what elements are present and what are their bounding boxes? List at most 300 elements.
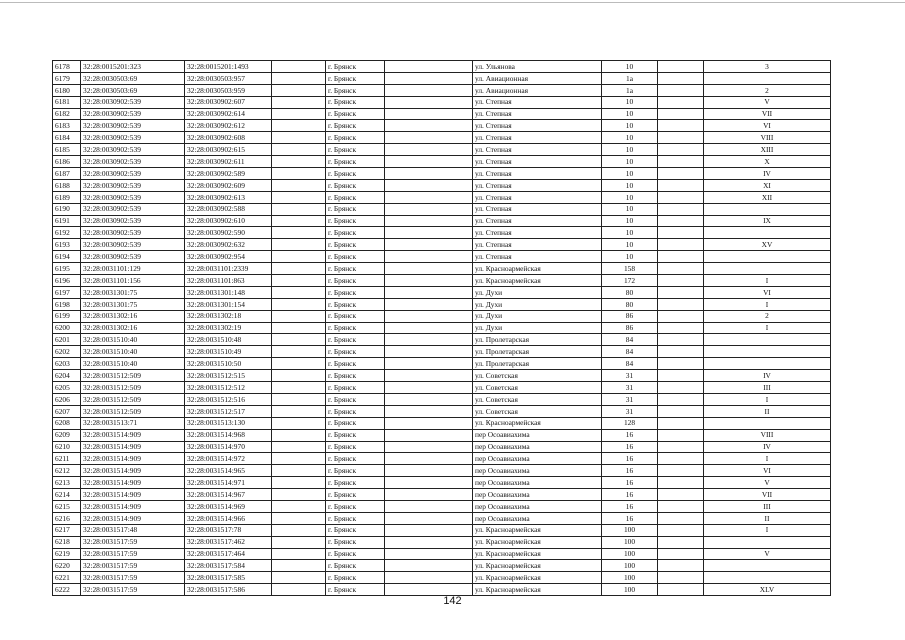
land-cadastral-number-cell: 32:28:0030902:539	[81, 108, 185, 120]
row-number-cell: 6179	[53, 72, 81, 84]
land-cadastral-number-cell: 32:28:0030902:539	[81, 191, 185, 203]
table-row	[53, 500, 831, 512]
land-cadastral-number-cell: 32:28:0031301:75	[81, 298, 185, 310]
land-cadastral-number-cell: 32:28:0030902:539	[81, 120, 185, 132]
region-cell	[272, 417, 326, 429]
object-cadastral-number-cell: 32:28:0030902:613	[185, 191, 272, 203]
land-cadastral-number-cell: 32:28:0031510:40	[81, 334, 185, 346]
row-number-cell: 6211	[53, 453, 81, 465]
row-number-cell: 6197	[53, 286, 81, 298]
unit-number-cell: III	[704, 500, 831, 512]
locality-cell: г. Брянск	[326, 298, 385, 310]
locality-cell: г. Брянск	[326, 203, 385, 215]
street-cell: ул. Степная	[473, 96, 602, 108]
row-number-cell: 6222	[53, 584, 81, 596]
table-row	[53, 179, 831, 191]
building-cell	[658, 120, 704, 132]
region-cell	[272, 346, 326, 358]
district-cell	[385, 263, 473, 275]
land-cadastral-number-cell: 32:28:0031302:16	[81, 322, 185, 334]
row-number-cell: 6186	[53, 156, 81, 168]
unit-number-cell: 2	[704, 310, 831, 322]
district-cell	[385, 465, 473, 477]
object-cadastral-number-cell: 32:28:0031517:462	[185, 536, 272, 548]
street-cell: пер Осоавиахима	[473, 489, 602, 501]
page-number: 142	[443, 595, 462, 607]
house-number-cell: 80	[602, 298, 658, 310]
region-cell	[272, 382, 326, 394]
row-number-cell: 6205	[53, 382, 81, 394]
street-cell: пер Осоавиахима	[473, 429, 602, 441]
table-row	[53, 156, 831, 168]
table-row	[53, 84, 831, 96]
region-cell	[272, 572, 326, 584]
building-cell	[658, 358, 704, 370]
locality-cell: г. Брянск	[326, 512, 385, 524]
row-number-cell: 6178	[53, 61, 81, 73]
land-cadastral-number-cell: 32:28:0031514:909	[81, 429, 185, 441]
district-cell	[385, 477, 473, 489]
locality-cell: г. Брянск	[326, 263, 385, 275]
locality-cell: г. Брянск	[326, 370, 385, 382]
object-cadastral-number-cell: 32:28:0031514:967	[185, 489, 272, 501]
row-number-cell: 6181	[53, 96, 81, 108]
building-cell	[658, 512, 704, 524]
street-cell: ул. Красноармейская	[473, 275, 602, 287]
table-row	[53, 298, 831, 310]
building-cell	[658, 108, 704, 120]
table-row	[53, 239, 831, 251]
locality-cell: г. Брянск	[326, 382, 385, 394]
house-number-cell: 31	[602, 370, 658, 382]
building-cell	[658, 239, 704, 251]
locality-cell: г. Брянск	[326, 560, 385, 572]
district-cell	[385, 524, 473, 536]
building-cell	[658, 61, 704, 73]
locality-cell: г. Брянск	[326, 310, 385, 322]
land-cadastral-number-cell: 32:28:0031517:59	[81, 536, 185, 548]
building-cell	[658, 156, 704, 168]
unit-number-cell	[704, 203, 831, 215]
building-cell	[658, 536, 704, 548]
street-cell: пер Осоавиахима	[473, 441, 602, 453]
row-number-cell: 6192	[53, 227, 81, 239]
district-cell	[385, 512, 473, 524]
building-cell	[658, 489, 704, 501]
unit-number-cell: X	[704, 156, 831, 168]
row-number-cell: 6187	[53, 168, 81, 180]
land-cadastral-number-cell: 32:28:0031512:509	[81, 405, 185, 417]
row-number-cell: 6217	[53, 524, 81, 536]
district-cell	[385, 548, 473, 560]
house-number-cell: 10	[602, 132, 658, 144]
district-cell	[385, 500, 473, 512]
district-cell	[385, 310, 473, 322]
region-cell	[272, 441, 326, 453]
district-cell	[385, 120, 473, 132]
house-number-cell: 10	[602, 239, 658, 251]
table-row	[53, 346, 831, 358]
land-cadastral-number-cell: 32:28:0031302:16	[81, 310, 185, 322]
street-cell: ул. Советская	[473, 393, 602, 405]
house-number-cell: 10	[602, 179, 658, 191]
object-cadastral-number-cell: 32:28:0031512:515	[185, 370, 272, 382]
locality-cell: г. Брянск	[326, 405, 385, 417]
house-number-cell: 84	[602, 346, 658, 358]
unit-number-cell: VII	[704, 489, 831, 501]
table-row	[53, 132, 831, 144]
unit-number-cell: I	[704, 275, 831, 287]
object-cadastral-number-cell: 32:28:0030902:608	[185, 132, 272, 144]
page-top-edge	[0, 2, 905, 3]
district-cell	[385, 144, 473, 156]
unit-number-cell: I	[704, 298, 831, 310]
region-cell	[272, 429, 326, 441]
district-cell	[385, 168, 473, 180]
object-cadastral-number-cell: 32:28:0031510:49	[185, 346, 272, 358]
unit-number-cell	[704, 334, 831, 346]
district-cell	[385, 203, 473, 215]
unit-number-cell: VI	[704, 286, 831, 298]
object-cadastral-number-cell: 32:28:0031302:19	[185, 322, 272, 334]
street-cell: ул. Степная	[473, 156, 602, 168]
land-cadastral-number-cell: 32:28:0031514:909	[81, 512, 185, 524]
row-number-cell: 6215	[53, 500, 81, 512]
table-row	[53, 465, 831, 477]
unit-number-cell: I	[704, 453, 831, 465]
land-cadastral-number-cell: 32:28:0031101:129	[81, 263, 185, 275]
locality-cell: г. Брянск	[326, 500, 385, 512]
street-cell: ул. Степная	[473, 203, 602, 215]
row-number-cell: 6188	[53, 179, 81, 191]
house-number-cell: 1а	[602, 72, 658, 84]
table-row	[53, 263, 831, 275]
object-cadastral-number-cell: 32:28:0031517:585	[185, 572, 272, 584]
house-number-cell: 86	[602, 310, 658, 322]
unit-number-cell: VIII	[704, 132, 831, 144]
table-row	[53, 61, 831, 73]
building-cell	[658, 215, 704, 227]
unit-number-cell: XV	[704, 239, 831, 251]
row-number-cell: 6195	[53, 263, 81, 275]
land-cadastral-number-cell: 32:28:0030503:69	[81, 84, 185, 96]
street-cell: ул. Степная	[473, 132, 602, 144]
region-cell	[272, 560, 326, 572]
locality-cell: г. Брянск	[326, 393, 385, 405]
building-cell	[658, 441, 704, 453]
row-number-cell: 6193	[53, 239, 81, 251]
region-cell	[272, 489, 326, 501]
land-cadastral-number-cell: 32:28:0031301:75	[81, 286, 185, 298]
unit-number-cell: V	[704, 477, 831, 489]
street-cell: пер Осоавиахима	[473, 500, 602, 512]
locality-cell: г. Брянск	[326, 477, 385, 489]
table-row	[53, 441, 831, 453]
land-cadastral-number-cell: 32:28:0031512:509	[81, 382, 185, 394]
locality-cell: г. Брянск	[326, 275, 385, 287]
district-cell	[385, 298, 473, 310]
building-cell	[658, 548, 704, 560]
house-number-cell: 31	[602, 405, 658, 417]
land-cadastral-number-cell: 32:28:0030902:539	[81, 156, 185, 168]
object-cadastral-number-cell: 32:28:0031101:863	[185, 275, 272, 287]
row-number-cell: 6209	[53, 429, 81, 441]
locality-cell: г. Брянск	[326, 72, 385, 84]
house-number-cell: 16	[602, 512, 658, 524]
row-number-cell: 6189	[53, 191, 81, 203]
table-row	[53, 572, 831, 584]
street-cell: ул. Красноармейская	[473, 263, 602, 275]
land-cadastral-number-cell: 32:28:0030902:539	[81, 179, 185, 191]
region-cell	[272, 310, 326, 322]
table-row	[53, 286, 831, 298]
object-cadastral-number-cell: 32:28:0031514:969	[185, 500, 272, 512]
district-cell	[385, 251, 473, 263]
unit-number-cell	[704, 560, 831, 572]
locality-cell: г. Брянск	[326, 84, 385, 96]
building-cell	[658, 465, 704, 477]
land-cadastral-number-cell: 32:28:0030902:539	[81, 215, 185, 227]
locality-cell: г. Брянск	[326, 489, 385, 501]
table-row	[53, 453, 831, 465]
house-number-cell: 84	[602, 358, 658, 370]
district-cell	[385, 227, 473, 239]
building-cell	[658, 132, 704, 144]
object-cadastral-number-cell: 32:28:0030902:590	[185, 227, 272, 239]
street-cell: ул. Авиационная	[473, 84, 602, 96]
region-cell	[272, 370, 326, 382]
table-row	[53, 358, 831, 370]
street-cell: ул. Степная	[473, 120, 602, 132]
row-number-cell: 6219	[53, 548, 81, 560]
object-cadastral-number-cell: 32:28:0030902:632	[185, 239, 272, 251]
house-number-cell: 158	[602, 263, 658, 275]
region-cell	[272, 584, 326, 596]
street-cell: ул. Пролетарская	[473, 334, 602, 346]
unit-number-cell: V	[704, 96, 831, 108]
land-cadastral-number-cell: 32:28:0030902:539	[81, 96, 185, 108]
district-cell	[385, 322, 473, 334]
district-cell	[385, 405, 473, 417]
house-number-cell: 10	[602, 120, 658, 132]
district-cell	[385, 417, 473, 429]
region-cell	[272, 477, 326, 489]
locality-cell: г. Брянск	[326, 144, 385, 156]
object-cadastral-number-cell: 32:28:0031514:970	[185, 441, 272, 453]
district-cell	[385, 334, 473, 346]
unit-number-cell: VI	[704, 465, 831, 477]
object-cadastral-number-cell: 32:28:0031512:517	[185, 405, 272, 417]
row-number-cell: 6190	[53, 203, 81, 215]
table-row	[53, 405, 831, 417]
region-cell	[272, 239, 326, 251]
house-number-cell: 10	[602, 144, 658, 156]
locality-cell: г. Брянск	[326, 358, 385, 370]
region-cell	[272, 263, 326, 275]
locality-cell: г. Брянск	[326, 108, 385, 120]
region-cell	[272, 453, 326, 465]
table-row	[53, 251, 831, 263]
table-row	[53, 108, 831, 120]
land-cadastral-number-cell: 32:28:0030902:539	[81, 251, 185, 263]
table-row	[53, 191, 831, 203]
building-cell	[658, 524, 704, 536]
object-cadastral-number-cell: 32:28:0031512:516	[185, 393, 272, 405]
unit-number-cell: XIII	[704, 144, 831, 156]
object-cadastral-number-cell: 32:28:0031517:584	[185, 560, 272, 572]
street-cell: ул. Советская	[473, 405, 602, 417]
register-table-body	[53, 61, 831, 596]
table-row	[53, 168, 831, 180]
object-cadastral-number-cell: 32:28:0031510:50	[185, 358, 272, 370]
table-row	[53, 512, 831, 524]
table-row	[53, 310, 831, 322]
building-cell	[658, 346, 704, 358]
house-number-cell: 10	[602, 251, 658, 263]
unit-number-cell: VIII	[704, 429, 831, 441]
land-cadastral-number-cell: 32:28:0031514:909	[81, 500, 185, 512]
district-cell	[385, 382, 473, 394]
building-cell	[658, 96, 704, 108]
row-number-cell: 6220	[53, 560, 81, 572]
building-cell	[658, 584, 704, 596]
street-cell: ул. Красноармейская	[473, 536, 602, 548]
street-cell: ул. Степная	[473, 144, 602, 156]
building-cell	[658, 251, 704, 263]
region-cell	[272, 191, 326, 203]
locality-cell: г. Брянск	[326, 548, 385, 560]
house-number-cell: 100	[602, 548, 658, 560]
table-row	[53, 370, 831, 382]
house-number-cell: 100	[602, 572, 658, 584]
district-cell	[385, 61, 473, 73]
house-number-cell: 84	[602, 334, 658, 346]
table-row	[53, 96, 831, 108]
locality-cell: г. Брянск	[326, 429, 385, 441]
region-cell	[272, 144, 326, 156]
region-cell	[272, 322, 326, 334]
row-number-cell: 6214	[53, 489, 81, 501]
region-cell	[272, 156, 326, 168]
locality-cell: г. Брянск	[326, 524, 385, 536]
locality-cell: г. Брянск	[326, 453, 385, 465]
building-cell	[658, 227, 704, 239]
street-cell: ул. Духи	[473, 298, 602, 310]
locality-cell: г. Брянск	[326, 536, 385, 548]
unit-number-cell: I	[704, 524, 831, 536]
house-number-cell: 10	[602, 227, 658, 239]
object-cadastral-number-cell: 32:28:0015201:1493	[185, 61, 272, 73]
land-cadastral-number-cell: 32:28:0030902:539	[81, 227, 185, 239]
district-cell	[385, 536, 473, 548]
land-cadastral-number-cell: 32:28:0015201:323	[81, 61, 185, 73]
region-cell	[272, 215, 326, 227]
object-cadastral-number-cell: 32:28:0031517:78	[185, 524, 272, 536]
street-cell: ул. Советская	[473, 370, 602, 382]
table-row	[53, 560, 831, 572]
unit-number-cell: II	[704, 405, 831, 417]
land-cadastral-number-cell: 32:28:0031510:40	[81, 358, 185, 370]
region-cell	[272, 108, 326, 120]
region-cell	[272, 286, 326, 298]
unit-number-cell: VI	[704, 120, 831, 132]
land-cadastral-number-cell: 32:28:0031101:156	[81, 275, 185, 287]
land-cadastral-number-cell: 32:28:0031517:59	[81, 572, 185, 584]
row-number-cell: 6183	[53, 120, 81, 132]
table-row	[53, 72, 831, 84]
region-cell	[272, 61, 326, 73]
register-table	[52, 60, 831, 596]
row-number-cell: 6201	[53, 334, 81, 346]
unit-number-cell: III	[704, 382, 831, 394]
object-cadastral-number-cell: 32:28:0030902:607	[185, 96, 272, 108]
land-cadastral-number-cell: 32:28:0031517:59	[81, 584, 185, 596]
land-cadastral-number-cell: 32:28:0031512:509	[81, 393, 185, 405]
object-cadastral-number-cell: 32:28:0031514:968	[185, 429, 272, 441]
unit-number-cell: II	[704, 512, 831, 524]
building-cell	[658, 405, 704, 417]
region-cell	[272, 512, 326, 524]
land-cadastral-number-cell: 32:28:0031512:509	[81, 370, 185, 382]
district-cell	[385, 108, 473, 120]
object-cadastral-number-cell: 32:28:0031302:18	[185, 310, 272, 322]
row-number-cell: 6218	[53, 536, 81, 548]
unit-number-cell: IV	[704, 441, 831, 453]
house-number-cell: 10	[602, 168, 658, 180]
land-cadastral-number-cell: 32:28:0031514:909	[81, 489, 185, 501]
region-cell	[272, 251, 326, 263]
district-cell	[385, 584, 473, 596]
region-cell	[272, 179, 326, 191]
street-cell: пер Осоавиахима	[473, 465, 602, 477]
house-number-cell: 31	[602, 382, 658, 394]
object-cadastral-number-cell: 32:28:0031510:48	[185, 334, 272, 346]
street-cell: ул. Степная	[473, 215, 602, 227]
row-number-cell: 6210	[53, 441, 81, 453]
building-cell	[658, 275, 704, 287]
unit-number-cell	[704, 417, 831, 429]
street-cell: пер Осоавиахима	[473, 477, 602, 489]
region-cell	[272, 203, 326, 215]
unit-number-cell: VII	[704, 108, 831, 120]
table-row	[53, 334, 831, 346]
unit-number-cell: XII	[704, 191, 831, 203]
street-cell: ул. Степная	[473, 227, 602, 239]
row-number-cell: 6206	[53, 393, 81, 405]
locality-cell: г. Брянск	[326, 191, 385, 203]
object-cadastral-number-cell: 32:28:0030503:957	[185, 72, 272, 84]
street-cell: ул. Степная	[473, 239, 602, 251]
table-row	[53, 203, 831, 215]
street-cell: ул. Советская	[473, 382, 602, 394]
district-cell	[385, 358, 473, 370]
locality-cell: г. Брянск	[326, 179, 385, 191]
district-cell	[385, 179, 473, 191]
row-number-cell: 6213	[53, 477, 81, 489]
table-row	[53, 393, 831, 405]
house-number-cell: 10	[602, 156, 658, 168]
building-cell	[658, 263, 704, 275]
house-number-cell: 16	[602, 453, 658, 465]
object-cadastral-number-cell: 32:28:0030902:615	[185, 144, 272, 156]
land-cadastral-number-cell: 32:28:0031514:909	[81, 441, 185, 453]
object-cadastral-number-cell: 32:28:0031512:512	[185, 382, 272, 394]
land-cadastral-number-cell: 32:28:0031514:909	[81, 453, 185, 465]
locality-cell: г. Брянск	[326, 168, 385, 180]
building-cell	[658, 179, 704, 191]
row-number-cell: 6198	[53, 298, 81, 310]
building-cell	[658, 382, 704, 394]
